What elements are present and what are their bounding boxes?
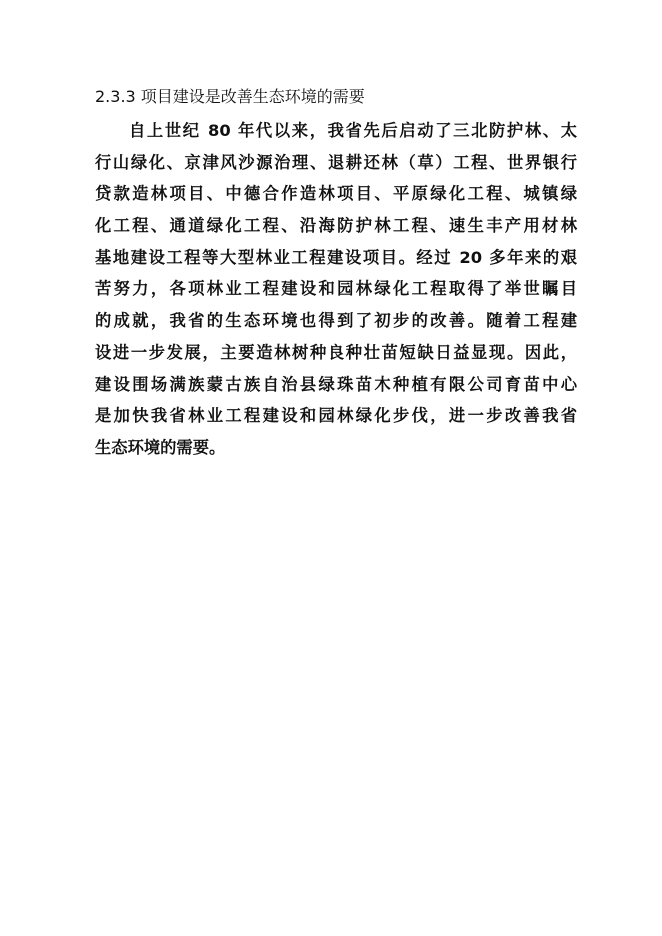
paragraph-line: 化工程、通道绿化工程、沿海防护林工程、速生丰产用材林: [95, 216, 577, 236]
paragraph-line: 是加快我省林业工程建设和园林绿化步伐，进一步改善我省: [95, 406, 577, 426]
section-heading: 2.3.3 项目建设是改善生态环境的需要: [95, 87, 365, 106]
paragraph-line: 生态环境的需要。: [95, 437, 226, 457]
body-paragraph: [95, 115, 577, 464]
paragraph-line: 的成就，我省的生态环境也得到了初步的改善。随着工程建: [95, 311, 577, 331]
paragraph-line: 行山绿化、京津风沙源治理、退耕还林（草）工程、世界银行: [95, 152, 577, 172]
paragraph-line: 自上世纪 80 年代以来，我省先后启动了三北防护林、太: [129, 121, 577, 140]
section-content: [95, 86, 577, 464]
paragraph-line: 基地建设工程等大型林业工程建设项目。经过 20 多年来的艰: [95, 247, 577, 267]
paragraph-line: 设进一步发展，主要造林树种良种壮苗短缺日益显现。因此，: [95, 342, 577, 362]
paragraph-line: 建设围场满族蒙古族自治县绿珠苗木种植有限公司育苗中心: [95, 374, 577, 394]
paragraph-line: 贷款造林项目、中德合作造林项目、平原绿化工程、城镇绿: [95, 184, 577, 204]
paragraph-line: 苦努力，各项林业工程建设和园林绿化工程取得了举世瞩目: [95, 279, 577, 299]
